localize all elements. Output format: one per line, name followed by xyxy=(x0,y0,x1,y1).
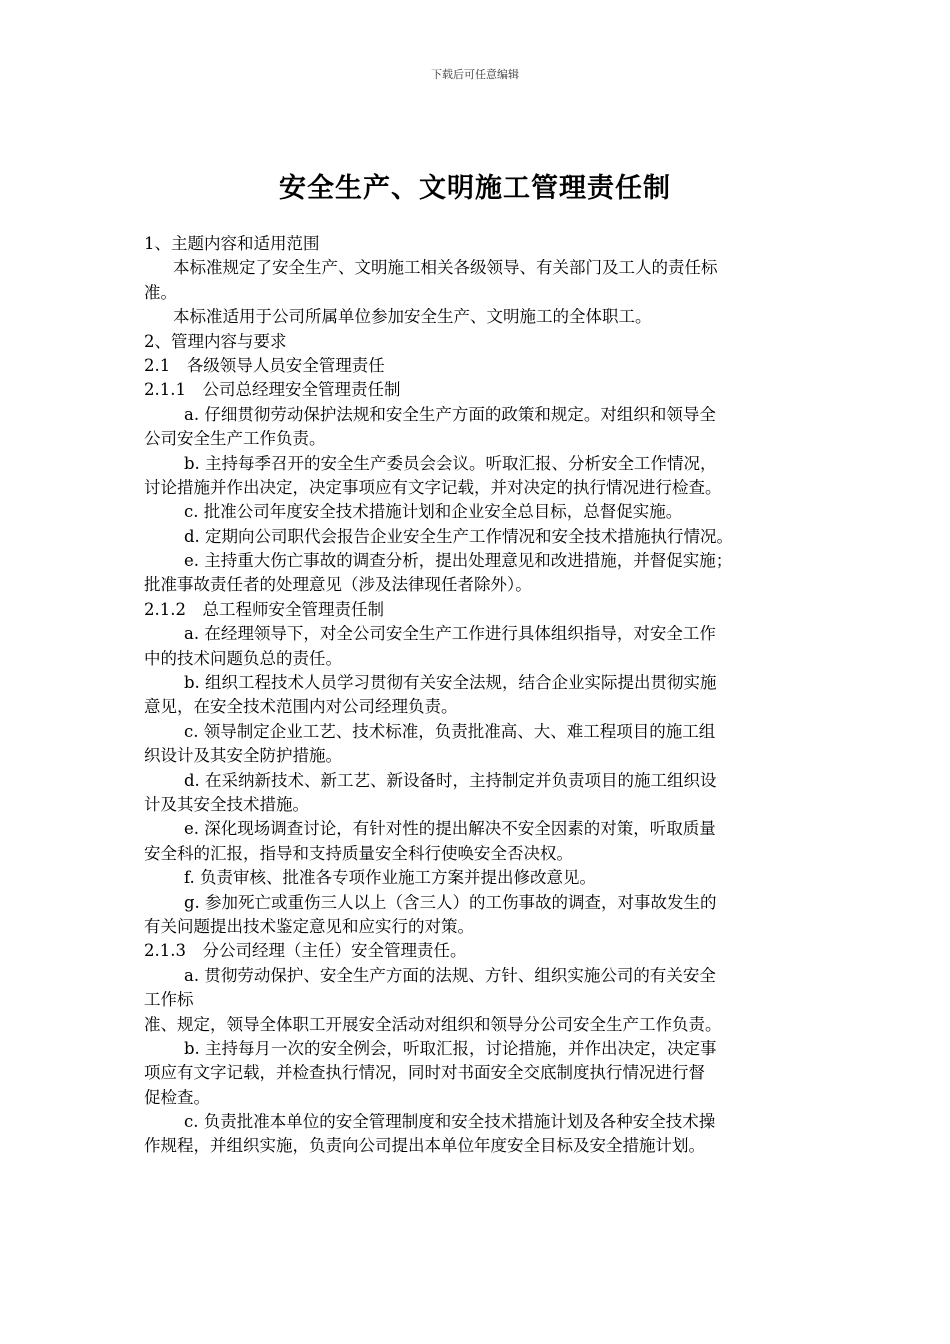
text-line: 批准事故责任者的处理意见（涉及法律现任者除外）。 xyxy=(144,575,532,595)
text-line: 本标准规定了安全生产、文明施工相关各级领导、有关部门及工人的责任标 xyxy=(173,258,718,278)
text-line: d. 在采纳新技术、新工艺、新设备时，主持制定并负责项目的施工组织设 xyxy=(184,770,717,790)
text-line: 公司安全生产工作负责。 xyxy=(144,429,326,449)
text-line: 织设计及其安全防护措施。 xyxy=(144,746,342,766)
text-line: 计及其安全技术措施。 xyxy=(144,794,309,814)
text-line: b. 主持每季召开的安全生产委员会会议。听取汇报、分析安全工作情况， xyxy=(184,453,717,473)
text-line: c. 批准公司年度安全技术措施计划和企业安全总目标，总督促实施。 xyxy=(184,502,683,522)
text-line: 意见，在安全技术范围内对公司经理负责。 xyxy=(144,697,458,717)
text-line: d. 定期向公司职代会报告企业安全生产工作情况和安全技术措施执行情况。 xyxy=(184,526,734,546)
text-line: b. 主持每月一次的安全例会，听取汇报，讨论措施，并作出决定，决定事 xyxy=(184,1038,717,1058)
text-line: 促检查。 xyxy=(144,1087,210,1107)
text-line: 准、规定，领导全体职工开展安全活动对组织和领导分公司安全生产工作负责。 xyxy=(144,1014,722,1034)
text-line: 2.1.3 分公司经理（主任）安全管理责任。 xyxy=(144,941,467,961)
document-body xyxy=(144,232,816,1159)
text-line: g. 参加死亡或重伤三人以上（含三人）的工伤事故的调查，对事故发生的 xyxy=(184,892,717,912)
text-line: 2、管理内容与要求 xyxy=(144,331,287,351)
text-line: 1、主题内容和适用范围 xyxy=(144,234,320,253)
text-line: 工作标 xyxy=(144,990,194,1010)
text-line: a. 仔细贯彻劳动保护法规和安全生产方面的政策和规定。对组织和领导全 xyxy=(184,404,716,424)
text-line: 项应有文字记载，并检查执行情况，同时对书面安全交底制度执行情况进行督 xyxy=(144,1063,705,1083)
document-title: 安全生产、文明施工管理责任制 xyxy=(279,173,671,204)
text-line: 2.1 各级领导人员安全管理责任 xyxy=(144,355,385,375)
header-note: 下载后可任意编辑 xyxy=(431,68,519,81)
text-line: 讨论措施并作出决定，决定事项应有文字记载，并对决定的执行情况进行检查。 xyxy=(144,477,722,497)
text-line: a. 贯彻劳动保护、安全生产方面的法规、方针、组织实施公司的有关安全 xyxy=(184,965,716,985)
text-line: c. 领导制定企业工艺、技术标准，负责批准高、大、难工程项目的施工组 xyxy=(184,721,716,741)
text-line: a. 在经理领导下，对全公司安全生产工作进行具体组织指导，对安全工作 xyxy=(184,624,716,644)
text-line: c. 负责批准本单位的安全管理制度和安全技术措施计划及各种安全技术操 xyxy=(184,1112,716,1132)
text-line: 2.1.1 公司总经理安全管理责任制 xyxy=(144,380,401,400)
text-line: e. 深化现场调查讨论，有针对性的提出解决不安全因素的对策，听取质量 xyxy=(184,819,716,839)
text-line: f. 负责审核、批准各专项作业施工方案并提出修改意见。 xyxy=(184,868,597,888)
text-line: b. 组织工程技术人员学习贯彻有关安全法规，结合企业实际提出贯彻实施 xyxy=(184,673,717,693)
text-line: 安全科的汇报，指导和支持质量安全科行使唤安全否决权。 xyxy=(144,843,573,863)
text-line: 作规程，并组织实施，负责向公司提出本单位年度安全目标及安全措施计划。 xyxy=(144,1136,705,1156)
text-line: 准。 xyxy=(144,282,177,302)
text-line: 2.1.2 总工程师安全管理责任制 xyxy=(144,599,384,619)
text-line: 本标准适用于公司所属单位参加安全生产、文明施工的全体职工。 xyxy=(173,307,652,327)
text-line: 中的技术问题负总的责任。 xyxy=(144,648,342,668)
text-line: 有关问题提出技术鉴定意见和应实行的对策。 xyxy=(144,916,474,936)
text-line: e. 主持重大伤亡事故的调查分析，提出处理意见和改进措施，并督促实施； xyxy=(184,551,733,571)
